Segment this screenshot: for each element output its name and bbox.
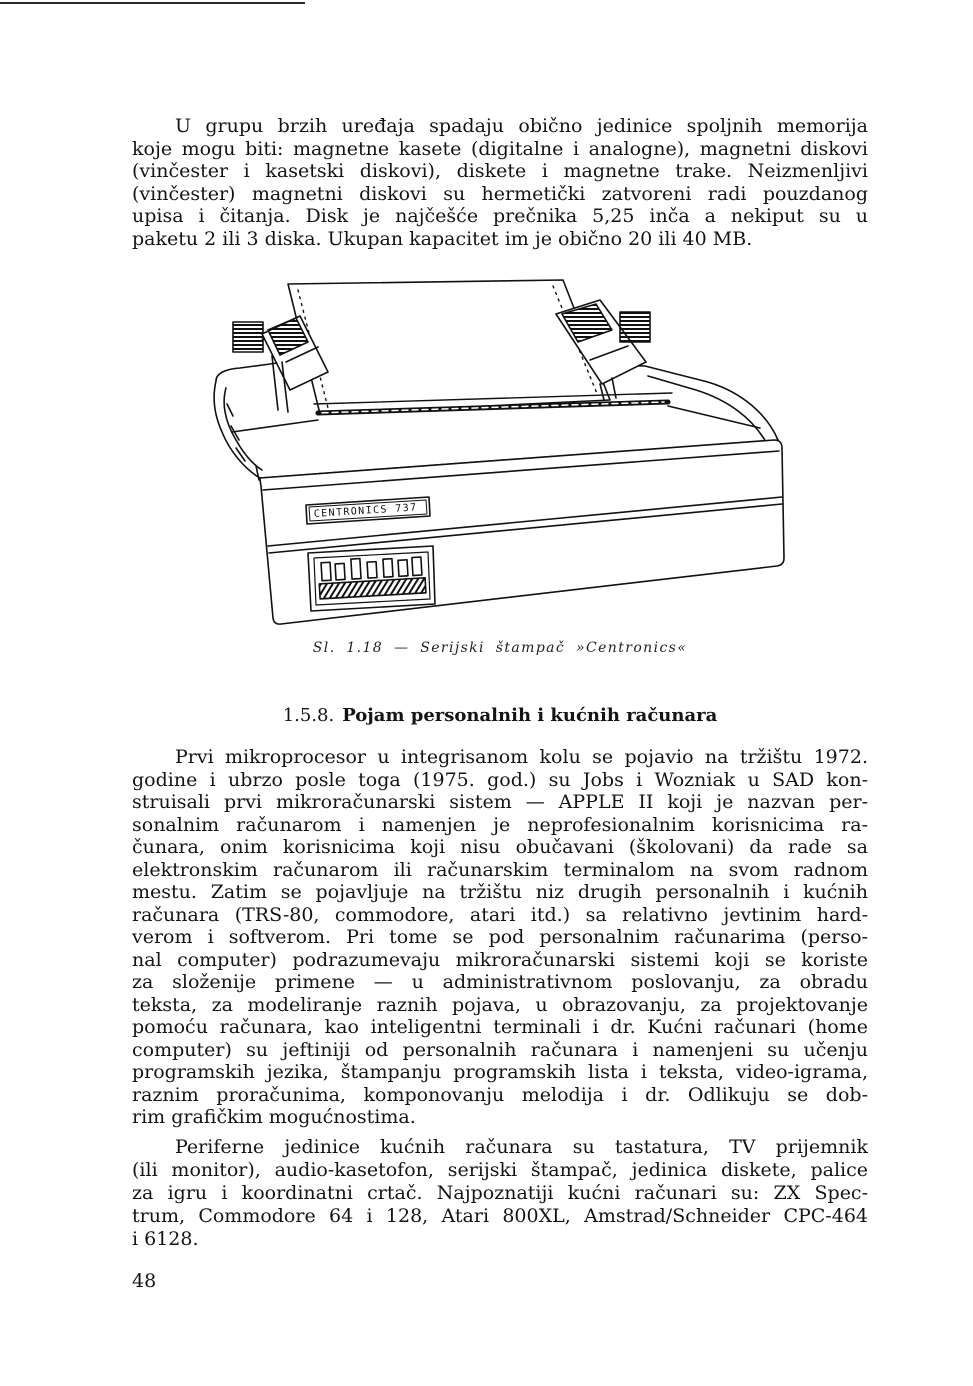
scan-edge-line (0, 2, 305, 4)
text-line: verom i softverom. Pri tome se pod personalnim računarima (perso- (132, 926, 868, 948)
figure-caption: Sl. 1.18 — Serijski štampač »Centronics« (312, 640, 688, 656)
paper (288, 280, 610, 414)
brand-label-text: CENTRONICS 737 (313, 502, 418, 520)
control-key (398, 560, 408, 576)
right-tractor-knob (620, 312, 650, 342)
text-line: paketu 2 ili 3 diska. Ukupan kapacitet im je obično 20 ili 40 MB. (132, 227, 753, 250)
text-line: computer) su jeftiniji od personalnih računara i namenjeni su učenju (132, 1038, 868, 1061)
text-line: za složenije primene — u administrativnom poslovanju, za obradu (132, 971, 868, 993)
text-line: Prvi mikroprocesor u integrisanom kolu se pojavio na tržištu 1972. (175, 746, 868, 768)
section-number: 1.5.8. (282, 705, 335, 726)
page-number: 48 (132, 1270, 157, 1292)
text-line: (vinčester i kasetski diskovi), diskete i magnetne trake. Neizmenljivi (132, 160, 868, 182)
text-line: čunara, onim korisnicima koji nisu obučavani (školovani) da rade sa (132, 836, 868, 858)
control-key (367, 562, 377, 578)
section-title: Pojam personalnih i kućnih računara (342, 705, 718, 726)
section-heading (132, 704, 868, 728)
control-panel (308, 546, 435, 611)
text-line: teksta, za modeliranje raznih pojava, u obrazovanju, za projektovanje (132, 993, 868, 1016)
text-line: (vinčester) magnetni diskovi su hermetički zatvoreni radi pouzdanog (132, 182, 868, 205)
left-tractor-knob (233, 322, 263, 352)
text-line: rim grafičkim mogućnostima. (132, 1106, 416, 1128)
text-line: sonalnim računarom i namenjen je neprofesionalnim korisnicima ra- (132, 813, 868, 836)
text-line: raznim proračunima, komponovanju melodija i dr. Odlikuju se dob- (132, 1083, 868, 1106)
paragraph-3 (132, 1136, 868, 1251)
text-line: mestu. Zatim se pojavljuje na tržištu niz drugih personalnih i kućnih (132, 881, 868, 903)
paper-sheet (288, 280, 610, 414)
control-key (351, 559, 361, 579)
text-line: računara (TRS-80, commodore, atari itd.) sa relativno jevtinim hard- (132, 903, 868, 926)
paragraph-2 (132, 746, 868, 1129)
text-line: programskih jezika, štampanju programskih lista i teksta, video-igrama, (132, 1061, 868, 1083)
text-line: U grupu brzih uređaja spadaju obično jedinice spoljnih memorija (175, 115, 868, 137)
text-line: koje mogu biti: magnetne kasete (digitalne i analogne), magnetni diskovi (132, 137, 868, 160)
text-line: (ili monitor), audio-kasetofon, serijski štampač, jedinica diskete, palice (132, 1159, 868, 1181)
text-line: struisali prvi mikroračunarski sistem — APPLE II koji je nazvan per- (132, 791, 868, 813)
text-line: i 6128. (132, 1228, 199, 1250)
text-line: nal computer) podrazumevaju mikroračunarski sistemi koji se koriste (132, 948, 868, 971)
printer-illustration (208, 274, 798, 632)
control-key (335, 563, 345, 579)
text-line: Periferne jedinice kućnih računara su tastatura, TV prijemnik (175, 1136, 868, 1158)
text-line: godine i ubrzo posle toga (1975. god.) su Jobs i Wozniak u SAD kon- (132, 768, 868, 791)
text-line: za igru i koordinatni crtač. Najpoznatiji kućni računari su: ZX Spec- (132, 1182, 868, 1204)
text-line: upisa i čitanja. Disk je najčešće prečnika 5,25 inča a nekiput su u (132, 205, 868, 227)
text-line: pomoću računara, kao inteligentni terminali i dr. Kućni računari (home (132, 1016, 868, 1038)
control-key (321, 562, 331, 580)
text-line: elektronskim računarom ili računarskim terminalom na svom radnom (132, 858, 868, 881)
text-line: trum, Commodore 64 i 128, Atari 800XL, Amstrad/Schneider CPC-464 (132, 1205, 868, 1227)
control-key (412, 557, 422, 575)
control-key (383, 559, 393, 577)
paragraph-1 (132, 115, 868, 250)
